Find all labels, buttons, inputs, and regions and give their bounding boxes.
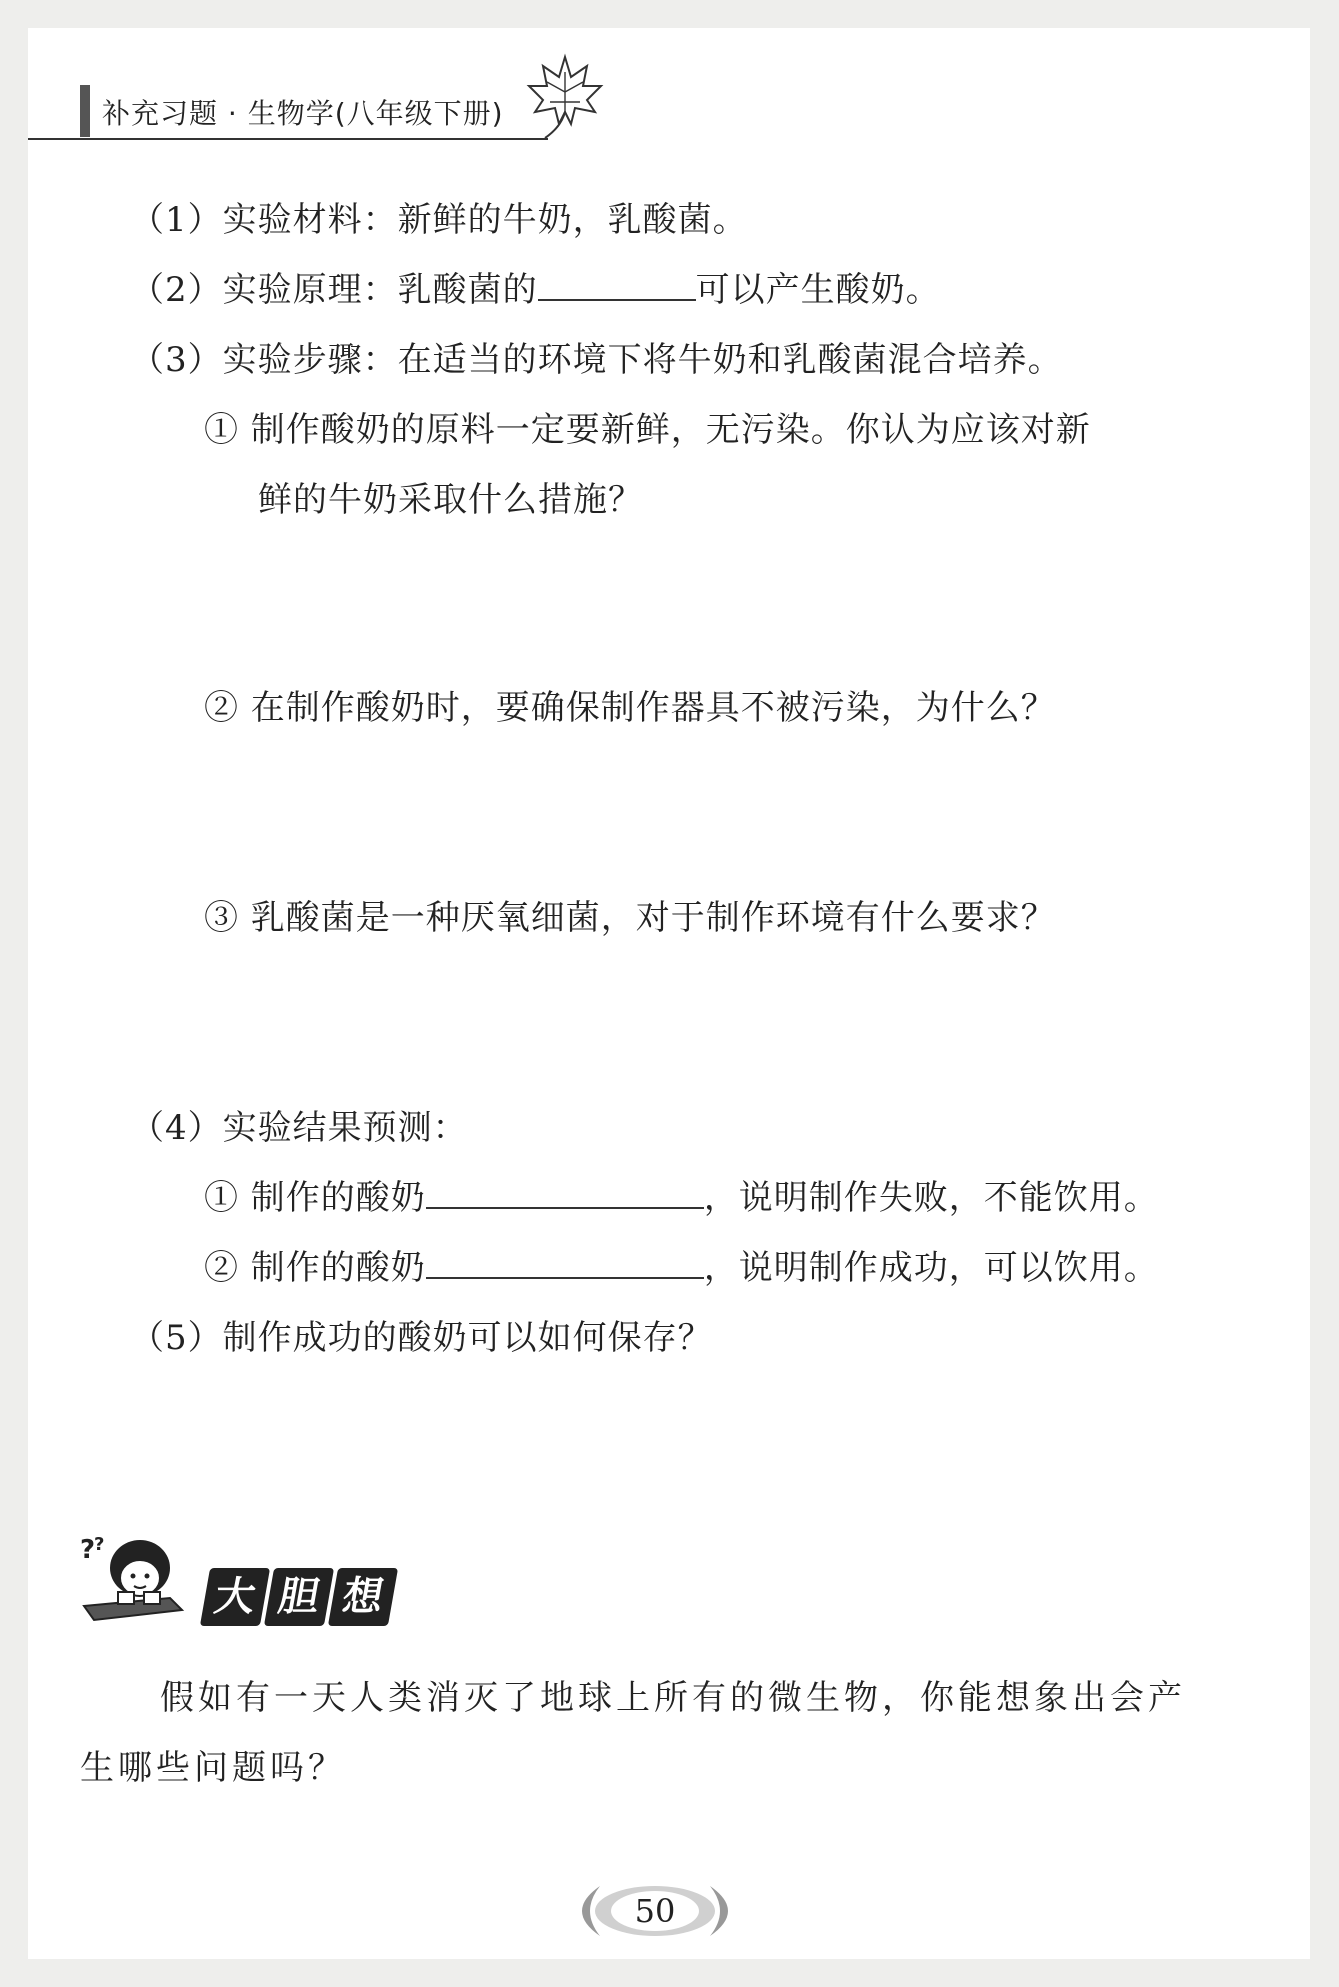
question-4-2 [204, 1240, 1159, 1289]
bold-idea-text-line1: 假如有一天人类消灭了地球上所有的微生物，你能想象出会产 [160, 1678, 1186, 1718]
bold-idea-char: 想 [328, 1568, 398, 1626]
question-2-prefix: （2）实验原理：乳酸菌的 [130, 270, 538, 310]
bold-idea-tag [205, 1568, 393, 1626]
question-4-1-prefix: ① 制作的酸奶 [204, 1178, 426, 1218]
page-number: 50 [634, 1892, 676, 1930]
header-rule [28, 138, 548, 140]
maple-leaf-icon [525, 52, 605, 142]
question-4: （4）实验结果预测： [130, 1108, 468, 1148]
header-bar [80, 85, 90, 137]
thinking-kid-icon [78, 1528, 198, 1628]
question-4-2-prefix: ② 制作的酸奶 [204, 1248, 426, 1288]
question-3: （3）实验步骤：在适当的环境下将牛奶和乳酸菌混合培养。 [130, 340, 1063, 380]
question-4-2-suffix: ，说明制作成功，可以饮用。 [703, 1248, 1159, 1288]
svg-text:?: ? [80, 1535, 96, 1565]
question-3-1-line2: 鲜的牛奶采取什么措施？ [258, 480, 643, 520]
question-3-3: ③ 乳酸菌是一种厌氧细菌，对于制作环境有什么要求？ [204, 898, 1056, 938]
page-number-badge [560, 1880, 750, 1942]
question-3-2: ② 在制作酸奶时，要确保制作器具不被污染，为什么？ [204, 688, 1056, 728]
question-1: （1）实验材料：新鲜的牛奶，乳酸菌。 [130, 200, 748, 240]
question-5: （5）制作成功的酸奶可以如何保存？ [130, 1318, 713, 1358]
bold-idea-char: 胆 [264, 1568, 334, 1626]
question-4-1 [204, 1170, 1159, 1219]
svg-text:?: ? [94, 1534, 105, 1555]
question-3-1-line1: ① 制作酸奶的原料一定要新鲜，无污染。你认为应该对新 [204, 410, 1091, 450]
question-4-1-suffix: ，说明制作失败，不能饮用。 [703, 1178, 1159, 1218]
question-2-suffix: 可以产生酸奶。 [695, 270, 941, 310]
answer-blank[interactable] [426, 1206, 704, 1209]
bold-idea-char: 大 [200, 1568, 270, 1626]
answer-blank[interactable] [426, 1276, 704, 1279]
header-title: 补充习题 · 生物学(八年级下册) [102, 97, 504, 130]
bold-idea-text-line2: 生哪些问题吗？ [80, 1748, 346, 1788]
answer-blank[interactable] [538, 298, 696, 301]
question-2 [130, 262, 941, 311]
